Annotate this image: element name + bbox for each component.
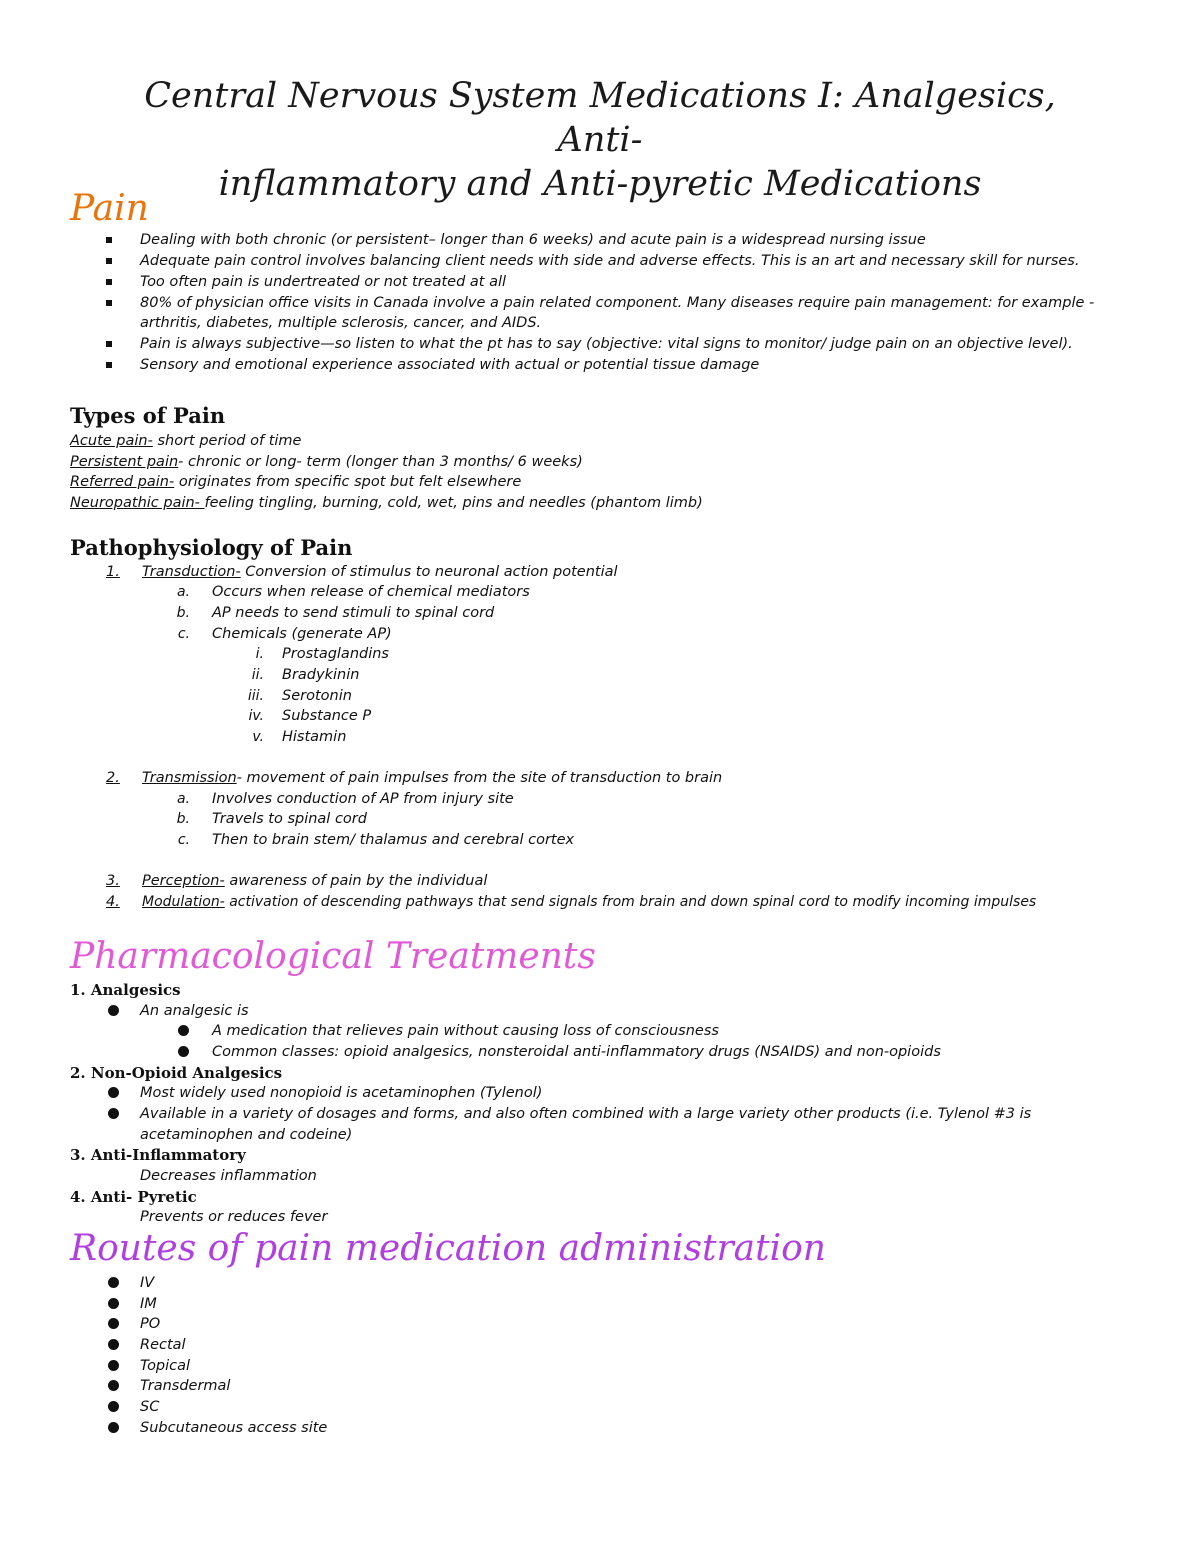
circle-bullet-icon: [178, 1046, 189, 1057]
step-def: awareness of pain by the individual: [224, 873, 488, 889]
route-item: Subcutaneous access site: [140, 1420, 328, 1436]
circle-bullet-icon: [108, 1277, 119, 1288]
type-persistent: [70, 452, 583, 472]
step-transduction: [142, 562, 618, 582]
pain-bullet-4-cont: arthritis, diabetes, multiple sclerosis, cancer, and AIDS.: [140, 315, 542, 331]
route-item: IV: [140, 1275, 155, 1291]
square-bullet-icon: [106, 237, 112, 243]
step-modulation: [142, 892, 1036, 912]
step-def: Conversion of stimulus to neuronal action potential: [240, 564, 618, 580]
step-number: 3.: [106, 873, 120, 889]
circle-bullet-icon: [108, 1360, 119, 1371]
chemical-item: Bradykinin: [282, 667, 360, 683]
circle-bullet-icon: [178, 1025, 189, 1036]
step-term: Transduction-: [142, 564, 241, 580]
step-term: Transmission: [142, 770, 237, 786]
type-def: originates from specific spot but felt elsewhere: [174, 474, 522, 490]
list-letter: c.: [177, 626, 190, 642]
types-heading: Types of Pain: [70, 403, 226, 428]
circle-bullet-icon: [108, 1087, 119, 1098]
step-transmission: [142, 768, 722, 788]
analgesic-def: An analgesic is: [140, 1003, 249, 1019]
step-term: Modulation-: [142, 894, 225, 910]
analgesic-def-2: Common classes: opioid analgesics, nonsteroidal anti-inflammatory drugs (NSAIDS) and non-opioids: [212, 1044, 941, 1060]
chemical-item: Substance P: [282, 708, 372, 724]
type-def: short period of time: [152, 433, 302, 449]
step-def: activation of descending pathways that send signals from brain and down spinal cord to modify incoming impulses: [224, 894, 1037, 910]
type-neuropathic: [70, 493, 703, 513]
circle-bullet-icon: [108, 1298, 119, 1309]
transmission-c: Then to brain stem/ thalamus and cerebral cortex: [212, 832, 575, 848]
list-roman: iv.: [248, 708, 264, 724]
route-item: Topical: [140, 1358, 191, 1374]
anti-pyretic-text: Prevents or reduces fever: [140, 1209, 328, 1225]
chemical-item: Histamin: [282, 729, 347, 745]
list-letter: c.: [177, 832, 190, 848]
step-perception: [142, 871, 487, 891]
step-def: - movement of pain impulses from the site of transduction to brain: [236, 770, 723, 786]
type-term: Neuropathic pain-: [70, 495, 205, 511]
non-opioid-2-cont: acetaminophen and codeine): [140, 1127, 353, 1143]
list-roman: i.: [255, 646, 264, 662]
non-opioid-heading: 2. Non-Opioid Analgesics: [70, 1064, 283, 1082]
pain-bullet-1: Dealing with both chronic (or persistent– longer than 6 weeks) and acute pain is a widespread nursing issue: [140, 232, 926, 248]
analgesics-heading: 1. Analgesics: [70, 981, 181, 999]
list-roman: iii.: [247, 688, 264, 704]
route-item: SC: [140, 1399, 160, 1415]
type-def: - chronic or long- term (longer than 3 months/ 6 weeks): [178, 454, 583, 470]
non-opioid-1: Most widely used nonopioid is acetaminophen (Tylenol): [140, 1085, 543, 1101]
square-bullet-icon: [106, 300, 112, 306]
pain-bullet-4: 80% of physician office visits in Canada involve a pain related component. Many diseases require pain management: for example -: [140, 295, 1095, 311]
circle-bullet-icon: [108, 1318, 119, 1329]
circle-bullet-icon: [108, 1005, 119, 1016]
pharm-heading: Pharmacological Treatments: [70, 936, 596, 977]
route-item: PO: [140, 1316, 161, 1332]
list-roman: ii.: [251, 667, 264, 683]
step-number: 2.: [106, 770, 120, 786]
square-bullet-icon: [106, 341, 112, 347]
list-letter: a.: [176, 791, 190, 807]
patho-heading: Pathophysiology of Pain: [70, 535, 353, 560]
title-line-1: Central Nervous System Medications I: Analgesics, Anti-: [144, 76, 1056, 160]
circle-bullet-icon: [108, 1401, 119, 1412]
pain-bullet-3: Too often pain is undertreated or not treated at all: [140, 274, 507, 290]
transmission-b: Travels to spinal cord: [212, 811, 367, 827]
routes-heading: Routes of pain medication administration: [70, 1228, 826, 1269]
step-number: 1.: [106, 564, 120, 580]
document-title: [100, 74, 1100, 206]
chemical-item: Prostaglandins: [282, 646, 389, 662]
pain-bullet-6: Sensory and emotional experience associated with actual or potential tissue damage: [140, 357, 760, 373]
type-def: feeling tingling, burning, cold, wet, pins and needles (phantom limb): [204, 495, 703, 511]
circle-bullet-icon: [108, 1108, 119, 1119]
step-term: Perception-: [142, 873, 225, 889]
pain-bullet-2: Adequate pain control involves balancing client needs with side and adverse effects. This is an art and necessary skill for nurses.: [140, 253, 1080, 269]
anti-inflammatory-heading: 3. Anti-Inflammatory: [70, 1146, 246, 1164]
transduction-b: AP needs to send stimuli to spinal cord: [212, 605, 495, 621]
circle-bullet-icon: [108, 1339, 119, 1350]
type-acute: [70, 431, 301, 451]
route-item: IM: [140, 1296, 157, 1312]
type-term: Acute pain-: [70, 433, 153, 449]
list-letter: b.: [176, 811, 190, 827]
type-term: Referred pain-: [70, 474, 175, 490]
list-letter: b.: [176, 605, 190, 621]
list-roman: v.: [252, 729, 264, 745]
step-number: 4.: [106, 894, 120, 910]
analgesic-def-1: A medication that relieves pain without causing loss of consciousness: [212, 1023, 719, 1039]
type-term: Persistent pain: [70, 454, 179, 470]
transduction-a: Occurs when release of chemical mediators: [212, 584, 530, 600]
transduction-c: Chemicals (generate AP): [212, 626, 392, 642]
pain-bullet-5: Pain is always subjective—so listen to what the pt has to say (objective: vital signs to monitor/ judge pain on an objective level).: [140, 336, 1073, 352]
list-letter: a.: [176, 584, 190, 600]
pain-heading: Pain: [70, 188, 149, 229]
square-bullet-icon: [106, 362, 112, 368]
circle-bullet-icon: [108, 1422, 119, 1433]
square-bullet-icon: [106, 279, 112, 285]
chemical-item: Serotonin: [282, 688, 352, 704]
type-referred: [70, 472, 521, 492]
title-line-2: inflammatory and Anti-pyretic Medications: [218, 164, 982, 204]
non-opioid-2: Available in a variety of dosages and forms, and also often combined with a large variety other products (i.e. Tylenol #3 is: [140, 1106, 1032, 1122]
route-item: Rectal: [140, 1337, 186, 1353]
anti-inflammatory-text: Decreases inflammation: [140, 1168, 317, 1184]
route-item: Transdermal: [140, 1378, 231, 1394]
transmission-a: Involves conduction of AP from injury site: [212, 791, 514, 807]
circle-bullet-icon: [108, 1380, 119, 1391]
square-bullet-icon: [106, 258, 112, 264]
anti-pyretic-heading: 4. Anti- Pyretic: [70, 1188, 197, 1206]
